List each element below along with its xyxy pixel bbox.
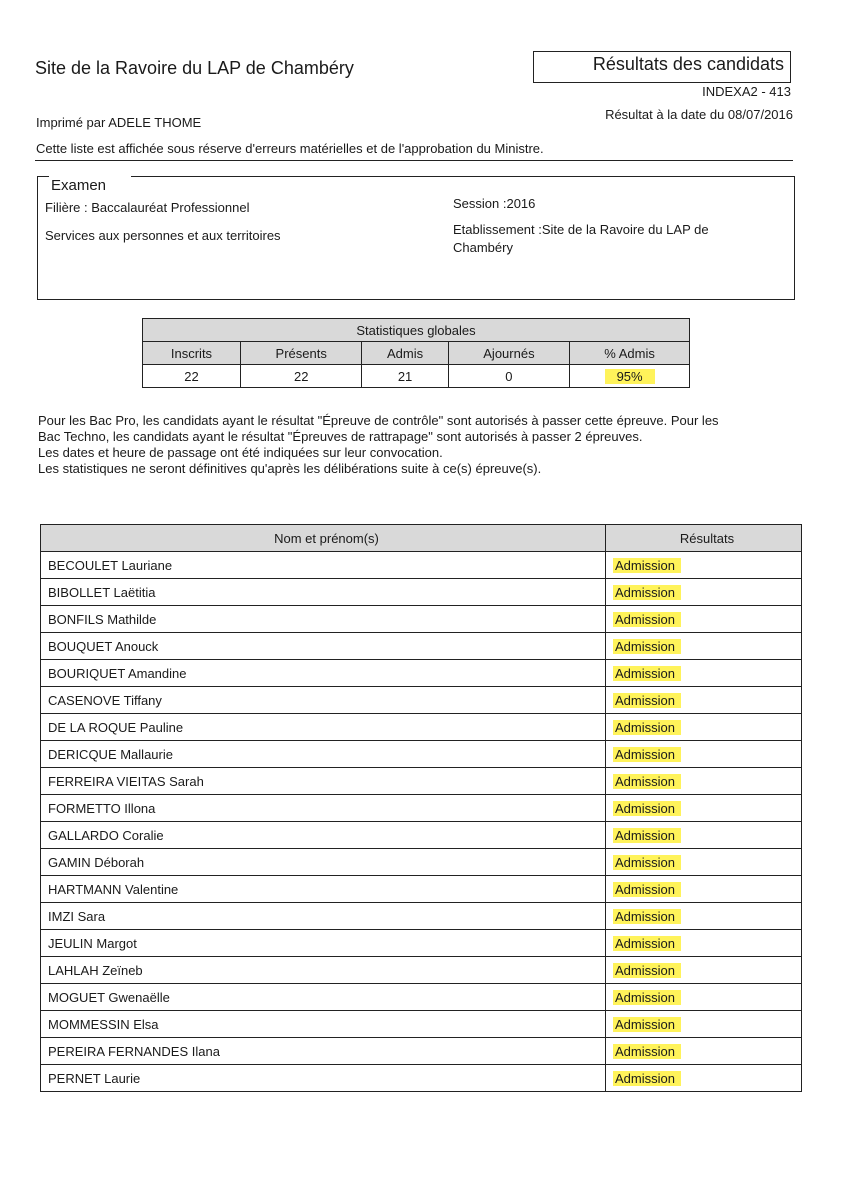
candidate-name: DERICQUE Mallaurie [41,741,606,768]
stats-header: Ajournés [448,342,570,365]
candidate-result-cell [606,714,802,741]
candidate-name: GALLARDO Coralie [41,822,606,849]
candidate-result: Admission [613,639,681,654]
candidate-result: Admission [613,612,681,627]
stats-value-inscrits: 22 [143,365,241,388]
table-row [41,1065,802,1092]
table-row [41,768,802,795]
candidate-result: Admission [613,585,681,600]
candidate-result: Admission [613,909,681,924]
candidate-result: Admission [613,666,681,681]
candidate-result: Admission [613,1044,681,1059]
candidate-result: Admission [613,693,681,708]
candidate-name: GAMIN Déborah [41,849,606,876]
table-row [41,984,802,1011]
table-row [41,660,802,687]
exam-specialite: Services aux personnes et aux territoires [45,228,281,243]
exam-legend: Examen [51,177,107,194]
candidate-result: Admission [613,936,681,951]
table-row [41,687,802,714]
candidate-result-cell [606,552,802,579]
table-row [41,849,802,876]
candidate-result-cell [606,606,802,633]
table-row [41,606,802,633]
exam-border-left [37,176,49,177]
candidate-name: PERNET Laurie [41,1065,606,1092]
stats-value-percent: 95% [605,369,655,384]
result-date: Résultat à la date du 08/07/2016 [605,107,793,122]
candidate-name: BOURIQUET Amandine [41,660,606,687]
candidate-name: HARTMANN Valentine [41,876,606,903]
table-row [41,1038,802,1065]
candidate-name: MOMMESSIN Elsa [41,1011,606,1038]
candidate-name: FERREIRA VIEITAS Sarah [41,768,606,795]
stats-header: Admis [362,342,448,365]
exam-etablissement: Etablissement :Site de la Ravoire du LAP de Chambéry [453,222,709,255]
stats-header: Présents [240,342,362,365]
candidate-name: BECOULET Lauriane [41,552,606,579]
table-row [41,876,802,903]
candidate-name: CASENOVE Tiffany [41,687,606,714]
stats-title: Statistiques globales [143,319,690,342]
candidate-result: Admission [613,1071,681,1086]
site-title: Site de la Ravoire du LAP de Chambéry [35,58,354,78]
table-row [41,552,802,579]
candidate-result: Admission [613,1017,681,1032]
candidate-name: FORMETTO Illona [41,795,606,822]
candidate-result: Admission [613,828,681,843]
candidate-result: Admission [613,801,681,816]
stats-value-percent-cell [570,365,690,388]
candidate-result-cell [606,984,802,1011]
candidate-result: Admission [613,747,681,762]
candidate-result-cell [606,930,802,957]
info-line: Les dates et heure de passage ont été indiquées sur leur convocation. [38,445,443,460]
candidate-name: BONFILS Mathilde [41,606,606,633]
info-line: Pour les Bac Pro, les candidats ayant le résultat "Épreuve de contrôle" sont autorisés à passer cette épreuve. Pour les Bac Techno, les candidats ayant le résultat "Épreuves de rattrapage" sont autorisés à passer 2 épreuves. [38,413,719,444]
candidate-result: Admission [613,774,681,789]
candidate-result: Admission [613,882,681,897]
table-row [41,741,802,768]
candidate-result-cell [606,957,802,984]
col-header-result: Résultats [606,525,802,552]
candidate-name: MOGUET Gwenaëlle [41,984,606,1011]
candidate-result-cell [606,876,802,903]
notice-text: Cette liste est affichée sous réserve d'erreurs matérielles et de l'approbation du Ministre. [36,141,544,156]
stats-table [142,318,690,388]
candidate-result-cell [606,687,802,714]
results-title-box: Résultats des candidats [533,51,791,83]
divider [35,160,793,161]
table-row [41,822,802,849]
candidate-name: JEULIN Margot [41,930,606,957]
stats-header: Inscrits [143,342,241,365]
stats-header: % Admis [570,342,690,365]
exam-border-right [131,176,795,177]
candidate-result-cell [606,822,802,849]
candidate-result-cell [606,660,802,687]
candidate-name: LAHLAH Zeïneb [41,957,606,984]
table-row [41,903,802,930]
results-body [41,552,802,1092]
index-code: INDEXA2 - 413 [702,84,791,99]
table-row [41,930,802,957]
table-row [41,1011,802,1038]
candidate-result: Admission [613,855,681,870]
candidate-name: DE LA ROQUE Pauline [41,714,606,741]
candidate-result-cell [606,579,802,606]
table-row [41,714,802,741]
stats-value-presents: 22 [240,365,362,388]
candidate-name: BIBOLLET Laëtitia [41,579,606,606]
stats-value-ajournes: 0 [448,365,570,388]
candidate-name: BOUQUET Anouck [41,633,606,660]
candidate-name: PEREIRA FERNANDES Ilana [41,1038,606,1065]
candidate-result-cell [606,1011,802,1038]
candidate-result: Admission [613,558,681,573]
info-text [38,413,728,477]
candidate-result-cell [606,795,802,822]
table-row [41,795,802,822]
exam-filiere: Filière : Baccalauréat Professionnel [45,200,250,215]
stats-value-admis: 21 [362,365,448,388]
table-row [41,633,802,660]
printed-by: Imprimé par ADELE THOME [36,115,202,130]
candidate-result-cell [606,849,802,876]
table-row [41,957,802,984]
candidate-result-cell [606,768,802,795]
candidate-result-cell [606,1065,802,1092]
candidate-result-cell [606,633,802,660]
info-line: Les statistiques ne seront définitives qu'après les délibérations suite à ce(s) épreuve(s). [38,461,542,476]
candidate-result-cell [606,903,802,930]
candidate-result: Admission [613,963,681,978]
exam-session: Session :2016 [453,196,536,211]
candidate-result: Admission [613,720,681,735]
candidate-result-cell [606,1038,802,1065]
candidate-result: Admission [613,990,681,1005]
candidate-name: IMZI Sara [41,903,606,930]
table-row [41,579,802,606]
candidate-result-cell [606,741,802,768]
results-table [40,524,802,1092]
col-header-name: Nom et prénom(s) [41,525,606,552]
